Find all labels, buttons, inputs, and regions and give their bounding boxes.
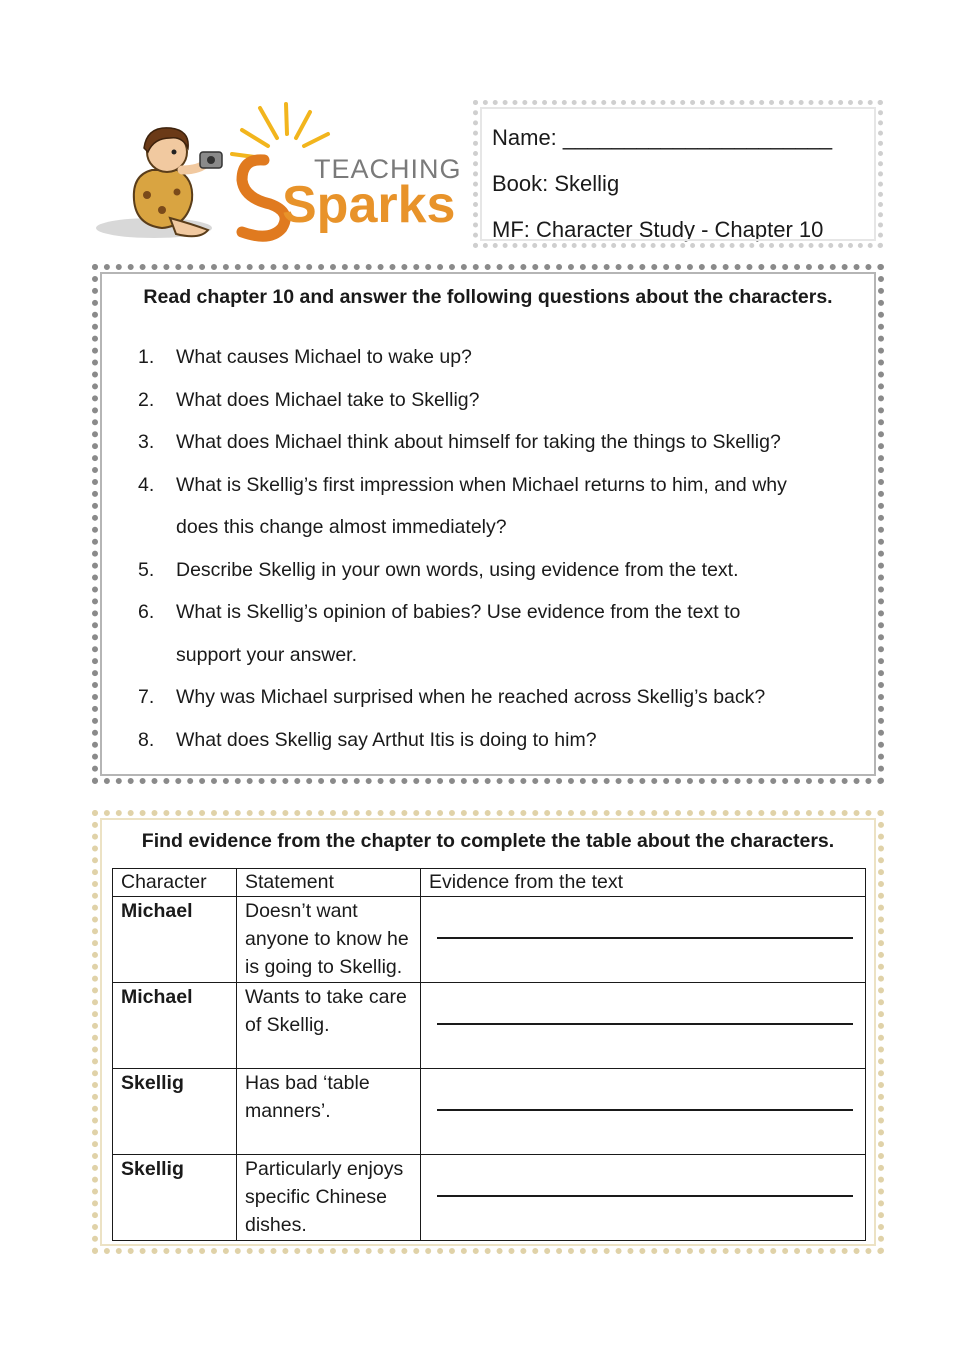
table-row xyxy=(113,1155,866,1241)
column-header-statement: Statement xyxy=(237,869,421,897)
question-text xyxy=(176,676,868,719)
question-item xyxy=(138,719,868,762)
table-row xyxy=(113,897,866,983)
question-line: Describe Skellig in your own words, using evidence from the text. xyxy=(176,558,739,581)
question-list xyxy=(138,336,868,761)
evidence-cell[interactable] xyxy=(421,1155,866,1241)
question-text xyxy=(176,549,868,592)
question-line: What is Skellig’s opinion of babies? Use evidence from the text to xyxy=(176,601,741,623)
topic-label: MF: Character Study - Chapter 10 xyxy=(492,217,824,242)
question-text xyxy=(176,464,868,549)
book-label: Book: Skellig xyxy=(492,171,620,196)
evidence-table xyxy=(112,868,866,1241)
evidence-cell[interactable] xyxy=(421,983,866,1069)
questions-heading: Read chapter 10 and answer the following questions about the characters. xyxy=(143,286,833,308)
evidence-cell[interactable] xyxy=(421,1069,866,1155)
question-line: What does Skellig say Arthut Itis is doing to him? xyxy=(176,728,597,751)
question-line: What does Michael think about himself for taking the things to Skellig? xyxy=(176,431,781,453)
character-cell: Skellig xyxy=(113,1155,237,1241)
questions-section xyxy=(92,264,884,784)
logo-line1: TEACHING xyxy=(314,154,462,184)
column-header-character: Character xyxy=(113,869,237,897)
question-text xyxy=(176,421,868,464)
statement-cell: Has bad ‘table manners’. xyxy=(237,1069,421,1155)
question-number: 5. xyxy=(138,558,155,581)
character-cell: Michael xyxy=(113,897,237,983)
teaching-sparks-logo xyxy=(92,100,462,250)
question-line: support your answer. xyxy=(176,643,358,666)
evidence-cell[interactable] xyxy=(421,897,866,983)
question-line: Why was Michael surprised when he reached across Skellig’s back? xyxy=(176,686,766,708)
question-item xyxy=(138,421,868,464)
evidence-heading: Find evidence from the chapter to complete the table about the characters. xyxy=(141,830,835,852)
question-item xyxy=(138,676,868,719)
question-line: What causes Michael to wake up? xyxy=(176,346,472,368)
question-line: What does Michael take to Skellig? xyxy=(176,388,480,411)
question-line: does this change almost immediately? xyxy=(176,516,507,538)
question-item xyxy=(138,549,868,592)
question-number: 7. xyxy=(138,686,155,708)
answer-line[interactable] xyxy=(437,937,853,939)
statement-cell: Doesn’t want anyone to know he is going to Skellig. xyxy=(237,897,421,983)
question-text xyxy=(176,336,868,379)
question-number: 4. xyxy=(138,473,155,496)
question-line: What is Skellig’s first impression when Michael returns to him, and why xyxy=(176,473,787,496)
question-item xyxy=(138,591,868,676)
question-number: 3. xyxy=(138,431,155,453)
statement-cell: Wants to take care of Skellig. xyxy=(237,983,421,1069)
question-text xyxy=(176,379,868,422)
question-item xyxy=(138,336,868,379)
statement-cell: Particularly enjoys specific Chinese dishes. xyxy=(237,1155,421,1241)
question-number: 2. xyxy=(138,388,155,411)
logo-line2: Sparks xyxy=(282,176,456,234)
logo-graphic xyxy=(92,100,462,250)
table-row xyxy=(113,1069,866,1155)
question-text xyxy=(176,719,868,762)
table-row xyxy=(113,983,866,1069)
question-item xyxy=(138,379,868,422)
question-number: 6. xyxy=(138,601,155,623)
evidence-section xyxy=(92,810,884,1254)
character-cell: Michael xyxy=(113,983,237,1069)
answer-line[interactable] xyxy=(437,1195,853,1197)
question-text xyxy=(176,591,868,676)
answer-line[interactable] xyxy=(437,1023,853,1025)
column-header-evidence: Evidence from the text xyxy=(421,869,866,897)
answer-line[interactable] xyxy=(437,1109,853,1111)
student-info-box xyxy=(473,100,883,248)
character-cell: Skellig xyxy=(113,1069,237,1155)
question-number: 1. xyxy=(138,346,155,368)
question-item xyxy=(138,464,868,549)
question-number: 8. xyxy=(138,728,155,751)
name-field[interactable]: Name: ______________________ xyxy=(492,125,833,150)
table-header-row xyxy=(113,869,866,897)
